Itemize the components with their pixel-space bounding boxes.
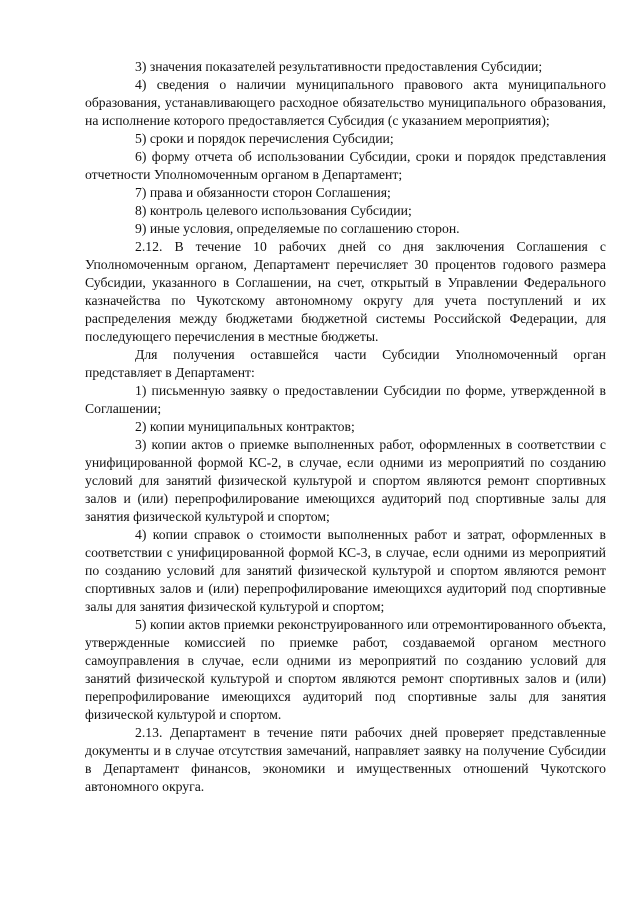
list-item-acceptance-acts: 5) копии актов приемки реконструированного или отремонтированного объекта, утвержденные комиссией по приемке работ, создаваемой органом местного самоуправления в случае, если одними из мероприятий по созданию условий для занятий физической культурой и спортом являются ремонт спортивных залов и (или) перепрофилирование имеющихся аудиторий под спортивные залы для занятия физической культурой и спортом.: [85, 617, 606, 722]
list-item-ks2-acts: 3) копии актов о приемке выполненных работ, оформленных в соответствии с унифицированной формой КС-2, в случае, если одними из мероприятий по созданию условий для занятий физической культурой и спортом являются ремонт спортивных залов и (или) перепрофилирование имеющихся аудиторий под спортивные залы для занятия физической культурой и спортом;: [85, 437, 606, 524]
list-item-transfer-terms: 5) сроки и порядок перечисления Субсидии;: [135, 131, 394, 146]
list-item-ks3-certificates: 4) копии справок о стоимости выполненных работ и затрат, оформленных в соответствии с унифицированной формой КС-3, в случае, если одними из мероприятий по созданию условий для занятий физической культурой и спортом являются ремонт спортивных залов и (или) перепрофилирование имеющихся аудиторий под спортивные залы для занятия физической культурой и спортом;: [85, 527, 606, 614]
list-item-contract-copies: 2) копии муниципальных контрактов;: [135, 419, 355, 434]
list-item-legal-act-info: 4) сведения о наличии муниципального правового акта муниципального образования, устанавливающего расходное обязательство муниципального образования, на исполнение которого предоставляется Субсидия (с указанием мероприятия);: [85, 77, 606, 128]
remaining-subsidy-intro: Для получения оставшейся части Субсидии Уполномоченный орган представляет в Департамент:: [85, 347, 606, 380]
list-item-rights-duties: 7) права и обязанности сторон Соглашения;: [135, 185, 391, 200]
clause-2-12: 2.12. В течение 10 рабочих дней со дня заключения Соглашения с Уполномоченным органом, Департамент перечисляет 30 процентов годового размера Субсидии, указанного в Соглашении, на счет, открытый в Управлении Федерального казначейства по Чукотскому автономному округу для учета поступлений и их распределения между бюджетами бюджетной системы Российской Федерации, для последующего перечисления в местные бюджеты.: [85, 239, 606, 344]
list-item-usage-control: 8) контроль целевого использования Субсидии;: [135, 203, 412, 218]
list-item-written-application: 1) письменную заявку о предоставлении Субсидии по форме, утвержденной в Соглашении;: [85, 383, 606, 416]
list-item-report-form: 6) форму отчета об использовании Субсидии, сроки и порядок представления отчетности Уполномоченным органом в Департамент;: [85, 149, 606, 182]
clause-2-13: 2.13. Департамент в течение пяти рабочих дней проверяет представленные документы и в случае отсутствия замечаний, направляет заявку на получение Субсидии в Департамент финансов, экономики и имущественных отношений Чукотского автономного округа.: [85, 725, 606, 794]
list-item-results-indicators: 3) значения показателей результативности предоставления Субсидии;: [135, 59, 543, 74]
list-item-other-conditions: 9) иные условия, определяемые по соглашению сторон.: [135, 221, 460, 236]
